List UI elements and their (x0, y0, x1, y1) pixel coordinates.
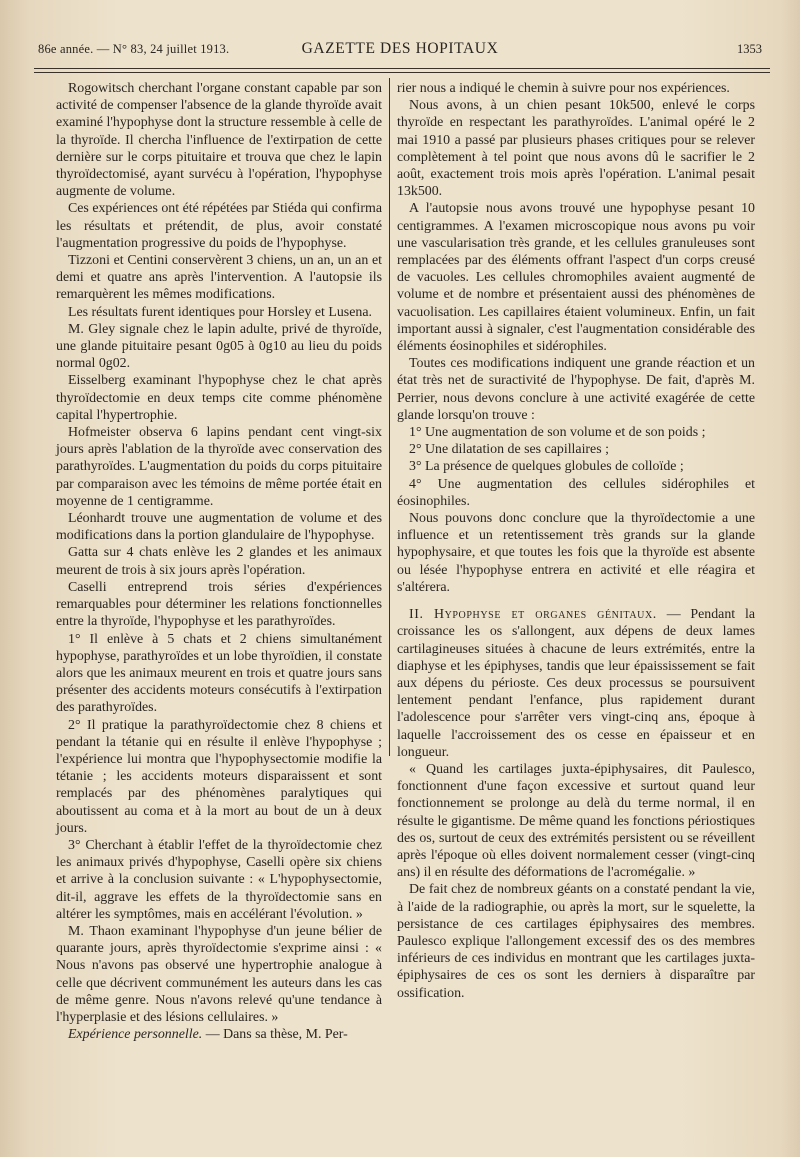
page-number: 1353 (737, 42, 762, 56)
header-rule-thin (34, 72, 770, 73)
section-paragraph (397, 606, 755, 761)
left-column (56, 80, 382, 1043)
paragraph: « Quand les cartilages juxta-épiphysaires, dit Paulesco, fonctionnent d'une façon excessive et surtout quand leur fonctionnement se prolonge au delà du terme normal, il en résulte le gigantisme. De même quand les fonctions périostiques des os, surtout de ceux des extrémités persistent ou se réveillent après l'époque où elles doivent normalement cesser (vingt-cinq ans) il en résulte des déformations de l'acromégalie. » (397, 761, 755, 881)
paragraph-last (56, 1026, 382, 1043)
paragraph: Gatta sur 4 chats enlève les 2 glandes et les animaux meurent de trois à six jours après l'opération. (56, 545, 382, 578)
paragraph: rier nous a indiqué le chemin à suivre pour nos expériences. (397, 81, 730, 96)
column-divider (389, 78, 390, 756)
section-heading: II. Hypophyse et organes génitaux. (409, 607, 657, 623)
paragraph: 3° Cherchant à établir l'effet de la thyroïdectomie chez les animaux privés d'hypophyse, Caselli opère six chiens et arrive à la conclusion suivante : « L'hypophysectomie, dit-il, aggrave les effets de la thyroïdectomie sans en altérer les symptômes, mais en accélérant l'évolution. » (56, 837, 382, 922)
paragraph: M. Gley signale chez le lapin adulte, privé de thyroïde, une glande pituitaire pesant 0g05 à 0g10 au lieu du poids normal 0g02. (56, 321, 382, 372)
list-item: 1° Une augmentation de son volume et de son poids ; (409, 425, 706, 441)
paragraph: De fait chez de nombreux géants on a constaté pendant la vie, à l'aide de la radiographie, ou après la mort, sur le squelette, la persistance de ces cartilages épiphysaires des membres. Paulesco explique l'allongement excessif des os des membres inférieurs de ces individus en montrant que les cartilages juxta-épiphysaires de ces os sont les derniers à disparaître par ossification. (397, 882, 755, 1001)
paragraph: Hofmeister observa 6 lapins pendant cent vingt-six jours après l'ablation de la thyroïde avec conservation des parathyroïdes. L'augmentation du poids du corps pituitaire par comparaison avec les témoins de même portée était en moyenne de 1 centigramme. (56, 425, 382, 509)
paragraph: Eisselberg examinant l'hypophyse chez le chat après thyroïdectomie en deux temps cite comme phénomène capital l'hypertrophie. (56, 373, 382, 423)
paragraph: Léonhardt trouve une augmentation de volume et des modifications dans la portion glandulaire de l'hypophyse. (56, 511, 382, 544)
section-text: — Pendant la croissance les os s'allongent, aux dépens de deux lames cartilagineuses situées à chacune de leurs extrémités, entre la diaphyse et les épiphyses, tandis que leur épaississement se fait aux dépens du périoste. Ces deux processus se poursuivent lentement pendant l'enfance, plus rapidement durant l'adolescence pour s'arrêter vers vingt-cinq ans, époque à laquelle l'accroissement des os cesse en épaisseur et en longueur. (397, 607, 755, 760)
paragraph: Nous pouvons donc conclure que la thyroïdectomie a une influence et un retentissement très grands sur la glande hypophysaire, et que toutes les fois que la thyroïde est absente ou lésée l'hypophyse entrera en activité et elle réagira et s'altérera. (397, 511, 755, 595)
issue-info: 86e année. — N° 83, 24 juillet 1913. (38, 42, 230, 56)
page-header (38, 38, 762, 62)
right-column (397, 80, 755, 1002)
list-item: 4° Une augmentation des cellules sidérophiles et éosinophiles. (397, 476, 755, 509)
paragraph: Rogowitsch cherchant l'organe constant capable par son activité de compenser l'absence de la glande thyroïde avait examiné l'hypophyse dont la structure ressemble à celle de la thyroïde. Il chercha l'influence de l'extirpation de cette dernière sur le corps pituitaire et trouva que chez le lapin thyroïdectomisé, ayant survécu à l'opération, l'hypophyse augmente de volume. (56, 81, 382, 200)
paragraph: Toutes ces modifications indiquent une grande réaction et un état très net de suractivité de l'hypophyse. De fait, d'après M. Perrier, nous devons conclure à une activité exagérée de cette glande lorsqu'on trouve : (397, 356, 755, 423)
section-lead-text: — Dans sa thèse, M. Per- (202, 1027, 348, 1043)
paragraph: 2° Il pratique la parathyroïdectomie chez 8 chiens et pendant la tétanie qui en résulte il enlève l'hypophyse ; l'expérience lui montra que l'hypophysectomie modifie la tétanie ; les accidents moteurs disparaissent et sont remplacés par des phénomènes paralytiques qui aboutissent au coma et à la mort au bout de un à deux jours. (56, 717, 382, 836)
section-lead-italic: Expérience personnelle. (68, 1027, 203, 1043)
list-item: 2° Une dilatation de ses capillaires ; (409, 442, 609, 458)
paragraph: Tizzoni et Centini conservèrent 3 chiens, un an, un an et demi et quatre ans après l'intervention. A l'autopsie ils remarquèrent les mêmes modifications. (56, 253, 382, 303)
paragraph: M. Thaon examinant l'hypophyse d'un jeune bélier de quarante jours, après thyroïdectomie s'exprime ainsi : « Nous n'avons pas observé une hypertrophie analogue à celle que décrivent communément les auteurs dans les cas de même genre. Nous n'avons relevé qu'une tendance à l'hyperplasie et des lésions cellulaires. » (56, 923, 382, 1025)
paragraph: Caselli entreprend trois séries d'expériences remarquables pour déterminer les relations fonctionnelles entre la thyroïde, l'hypophyse et les parathyroïdes. (56, 579, 382, 630)
header-rule (34, 68, 770, 69)
paragraph: 1° Il enlève à 5 chats et 2 chiens simultanément hypophyse, parathyroïdes et un lobe thyroïdien, il constate alors que les animaux meurent en trois et quatre jours sans présenter des accidents moteurs consécutifs à l'extirpation des parathyroïdes. (56, 631, 382, 716)
paragraph: Nous avons, à un chien pesant 10k500, enlevé le corps thyroïde en respectant les parathyroïdes. L'animal opéré le 2 mai 1910 a passé par plusieurs phases critiques pour se relever complètement à tel point que nous avons dû le sacrifier le 2 août, exactement trois mois après l'opération. L'animal pesait 13k500. (397, 98, 755, 200)
paragraph: A l'autopsie nous avons trouvé une hypophyse pesant 10 centigrammes. A l'examen microscopique nous avons pu voir une vascularisation très grande, et les cellules granuleuses sont remplacées par des éléments offrant l'aspect d'un corps creusé de vacuoles. Les cellules chromophiles avaient augmenté de volume et de nombre et présentaient aussi des phénomènes de vacuolisation. Les capillaires étaient volumineux. Enfin, un fait important aussi à signaler, c'est l'augmentation considérable des éléments éosinophiles et sidérophiles. (397, 201, 755, 355)
journal-title: GAZETTE DES HOPITAUX (301, 40, 499, 57)
paragraph: Les résultats furent identiques pour Horsley et Lusena. (68, 304, 372, 320)
list-item: 3° La présence de quelques globules de colloïde ; (409, 459, 684, 475)
paragraph: Ces expériences ont été répétées par Stiéda qui confirma les résultats et prétendit, de plus, avoir constaté l'augmentation progressive du poids de l'hypophyse. (56, 201, 382, 251)
